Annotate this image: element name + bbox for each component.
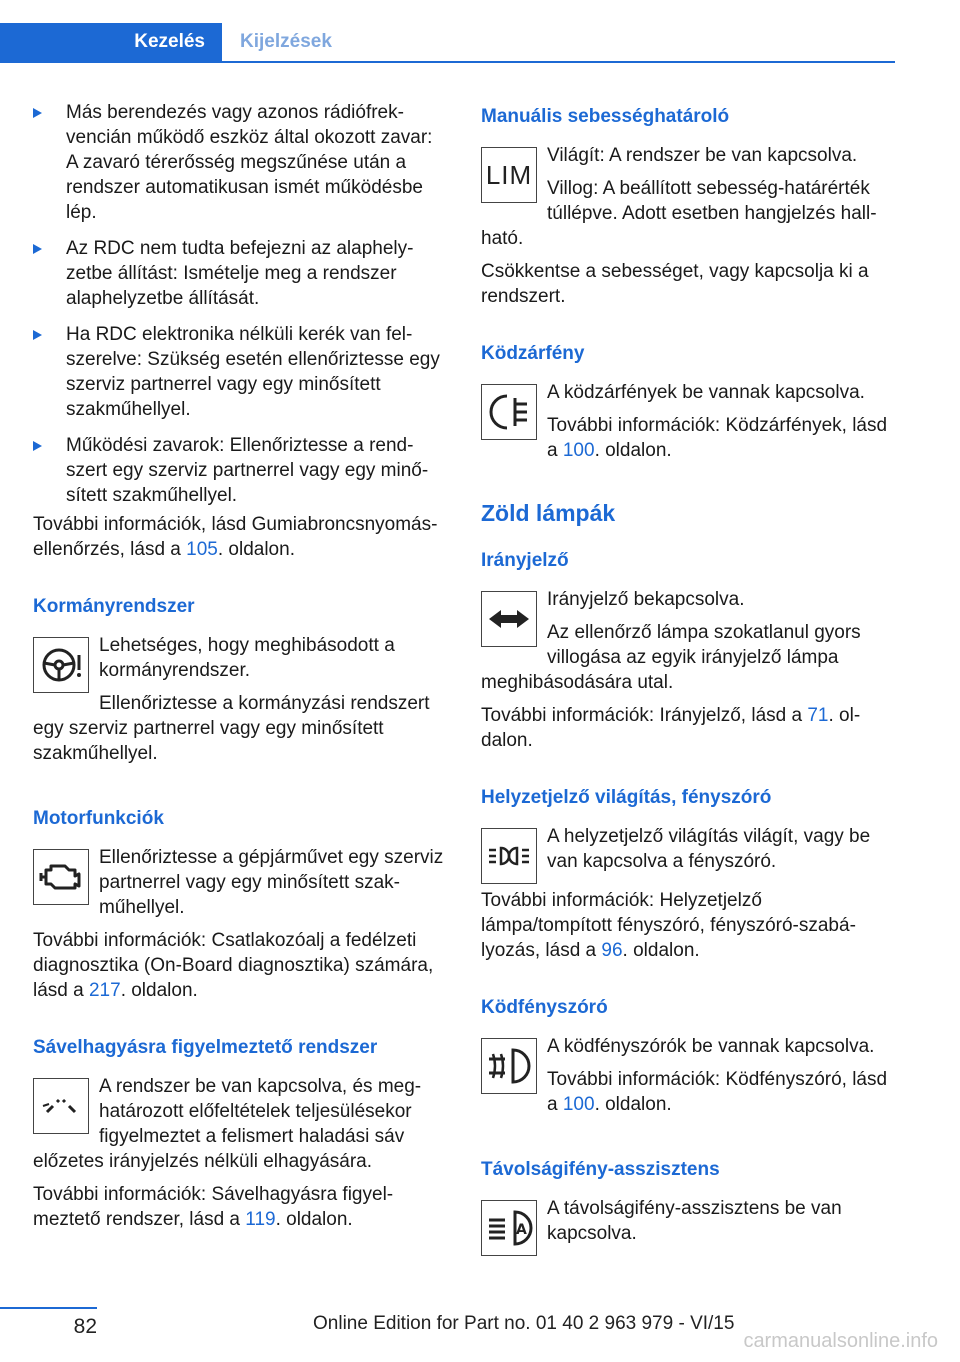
list-item-text: Működési zavarok: Ellenőriztesse a rendszert egy szerviz partnerrel vagy egy minősített szakműhellyel. xyxy=(66,435,429,506)
more-info-turn xyxy=(481,703,896,753)
fog-text: A ködfényszórók be vannak kapcsolva. xyxy=(547,1036,875,1057)
heading-lane: Sávelhagyásra figyelmeztető rendszer xyxy=(33,1037,378,1058)
list-item xyxy=(33,236,448,311)
header-divider xyxy=(0,61,895,63)
list-item xyxy=(33,433,448,508)
right-column xyxy=(481,100,896,1260)
engine-more-suffix: . oldalon. xyxy=(120,980,198,1001)
more-info-engine xyxy=(33,928,448,1003)
list-item xyxy=(33,100,448,225)
high-beam-text: A távolságifény-asszisztens be van kapcsolva. xyxy=(547,1198,842,1244)
bullet-triangle-icon xyxy=(33,441,42,451)
watermark: carmanualsonline.info xyxy=(743,1330,938,1352)
lane-text: A rendszer be van kapcsolva, és meghatározott előfeltételek teljesülésekor figyelmeztet a felismert haladási sáv előzetes irányjelzés nélküli elhagyására. xyxy=(33,1076,422,1172)
turn-text-1: Irányjelző bekapcsolva. xyxy=(547,589,745,610)
tab-kezeles[interactable] xyxy=(0,23,222,61)
tab-kijelzesek[interactable] xyxy=(240,23,332,61)
list-item-text: Az RDC nem tudta befejezni az alaphelyzetbe állítást: Ismételje meg a rendszer alaphelyzetbe állítását. xyxy=(66,238,414,309)
turn-signal-arrows-icon xyxy=(481,591,537,647)
speed-text-2: Villog: A beállított sebesség-határérték túllépve. Adott esetben hangjelzés hallható. xyxy=(481,178,877,249)
header-tabs xyxy=(0,23,895,63)
heading-high-beam: Távolságifény-asszisztens xyxy=(481,1159,720,1180)
page-link-119[interactable]: 119 xyxy=(245,1209,276,1230)
lim-icon xyxy=(481,147,537,203)
fog-lights-section xyxy=(481,1034,896,1125)
heading-parking-lights: Helyzetjelző világítás, fényszóró xyxy=(481,787,772,808)
speed-limiter-section xyxy=(481,143,896,259)
fog-more-suffix: . oldalon. xyxy=(594,1094,672,1115)
more-info-fog xyxy=(481,1067,896,1117)
turn-more-text: További információk: Irányjelző, lásd a xyxy=(481,705,808,726)
fog-more-text: További információk: Ködfényszóró, lásd a xyxy=(547,1069,888,1115)
front-fog-light-icon xyxy=(481,1038,537,1094)
steering-text-2: Ellenőriztesse a kormányzási rendszert egy szerviz partnerrel vagy egy minősített szakműhellyel. xyxy=(33,693,430,764)
heading-engine: Motorfunkciók xyxy=(33,808,164,829)
page-link-100-fog[interactable]: 100 xyxy=(562,1094,595,1115)
lane-section xyxy=(33,1074,448,1182)
more-info-tpms xyxy=(33,512,448,562)
speed-text-1: Világít: A rendszer be van kapcsolva. xyxy=(547,145,858,166)
parking-lights-section xyxy=(481,824,896,888)
page-number: 82 xyxy=(73,1315,97,1338)
list-item-text: Más berendezés vagy azonos rádiófrekvencián működő eszköz által okozott zavar: A zavaró térerősség megszűnése után a rendszer automatikusan ismét működésbe lép. xyxy=(66,102,433,223)
heading-green-lamps: Zöld lámpák xyxy=(481,500,616,526)
rear-fog-section xyxy=(481,380,896,471)
page-link-105[interactable]: 105 xyxy=(186,539,218,560)
steering-wheel-warning-icon xyxy=(33,637,89,693)
more-info-lane xyxy=(33,1182,448,1232)
engine-more-text: További információk: Csatlakozóalj a fedélzeti diagnosztika (On-Board diagnosztika) számára, lásd a xyxy=(33,930,434,1001)
speed-text-3: Csökkentse a sebességet, vagy kapcsolja ki a rendszert. xyxy=(481,261,869,307)
heading-fog-lights: Ködfényszóró xyxy=(481,997,608,1018)
rear-fog-light-icon xyxy=(481,384,537,440)
high-beam-section xyxy=(481,1196,896,1260)
rear-fog-text: A ködzárfények be vannak kapcsolva. xyxy=(547,382,865,403)
page-number-rule xyxy=(0,1307,97,1309)
turn-signal-section xyxy=(481,587,896,703)
page-link-71[interactable]: 71 xyxy=(807,705,829,726)
edition-footer: Online Edition for Part no. 01 40 2 963 979 - VI/15 xyxy=(313,1313,735,1334)
parking-lights-icon xyxy=(481,828,537,884)
heading-turn-signal: Irányjelző xyxy=(481,550,569,571)
parking-more-suffix: . oldalon. xyxy=(622,940,700,961)
steering-text: Lehetséges, hogy meghibásodott a kormányrendszer. xyxy=(99,635,395,681)
bullet-triangle-icon xyxy=(33,244,42,254)
heading-rear-fog: Ködzárfény xyxy=(481,343,585,364)
engine-check-icon xyxy=(33,849,89,905)
heading-speed-limiter: Manuális sebességhatároló xyxy=(481,106,730,127)
tab-kijelzesek-label: Kijelzések xyxy=(240,31,332,52)
engine-section xyxy=(33,845,448,928)
heading-steering: Kormányrendszer xyxy=(33,596,195,617)
lane-departure-icon xyxy=(33,1078,89,1134)
turn-more-suffix: . oldalon. xyxy=(481,705,861,751)
page-link-217[interactable]: 217 xyxy=(88,980,121,1001)
page-link-96[interactable]: 96 xyxy=(601,940,623,961)
lane-more-suffix: . oldalon. xyxy=(275,1209,353,1230)
more-info-suffix: . oldalon. xyxy=(217,539,295,560)
svg-text:A: A xyxy=(516,1222,527,1238)
page-link-100-rear[interactable]: 100 xyxy=(562,440,595,461)
left-column xyxy=(33,100,448,1240)
lim-icon-text: LIM xyxy=(485,159,533,190)
tab-kezeles-label: Kezelés xyxy=(134,31,205,52)
parking-text: A helyzetjelző világítás világít, vagy be van kapcsolva a fényszóró. xyxy=(547,826,871,872)
parking-more-text: További információk: Helyzetjelző lámpa/tompított fényszóró, fényszóró-szabályozás, lásd a xyxy=(481,890,856,961)
bullet-triangle-icon xyxy=(33,108,42,118)
high-beam-assistant-icon xyxy=(481,1200,537,1256)
more-info-parking xyxy=(481,888,896,963)
list-item-text: Ha RDC elektronika nélküli kerék van felszerelve: Szükség esetén ellenőriztesse egy szerviz partnerrel vagy egy minősített szakműhellyel. xyxy=(66,324,440,420)
rear-fog-more-text: További információk: Ködzárfények, lásd a xyxy=(547,415,888,461)
list-item xyxy=(33,322,448,422)
bullet-triangle-icon xyxy=(33,330,42,340)
more-info-rear-fog xyxy=(481,413,896,463)
more-info-text: További információk, lásd Gumiabroncsnyomás-ellenőrzés, lásd a xyxy=(33,514,438,560)
lane-more-text: További információk: Sávelhagyásra figyelmeztető rendszer, lásd a xyxy=(33,1184,394,1230)
rear-fog-more-suffix: . oldalon. xyxy=(594,440,672,461)
steering-section xyxy=(33,633,448,774)
engine-text: Ellenőriztesse a gépjárművet egy szerviz partnerrel vagy egy minősített szakműhellyel. xyxy=(99,847,444,918)
turn-text-2: Az ellenőrző lámpa szokatlanul gyors villogása az egyik irányjelző lámpa meghibásodására utal. xyxy=(481,622,861,693)
